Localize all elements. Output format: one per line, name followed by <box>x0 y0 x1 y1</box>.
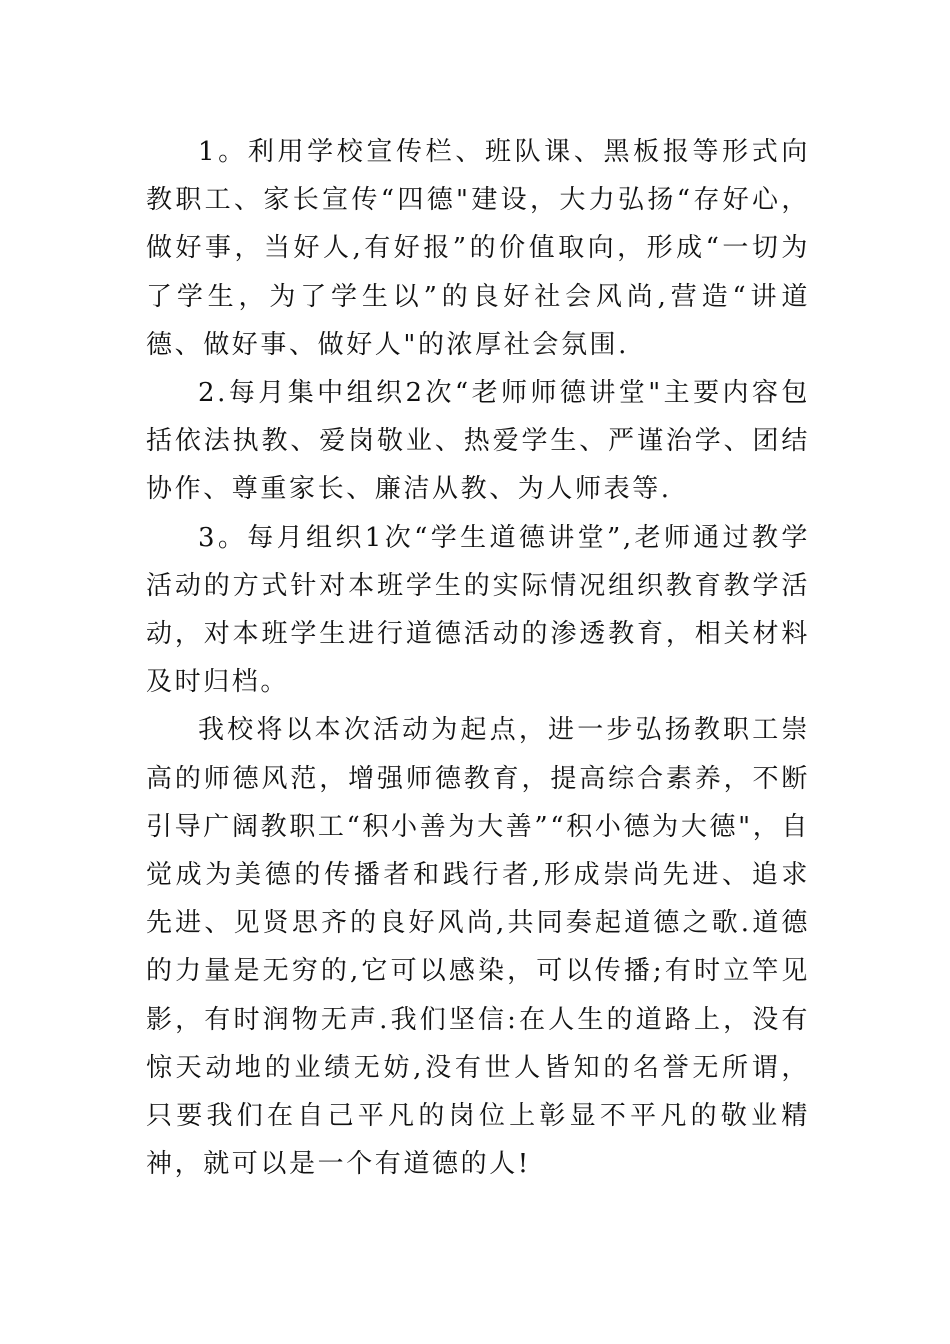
paragraph-item-1: 1。利用学校宣传栏、班队课、黑板报等形式向教职工、家长宣传“四德"建设，大力弘扬“存好心，做好事，当好人,有好报”的价值取向，形成“一切为了学生，为了学生以”的良好社会风尚,营造“讲道德、做好事、做好人"的浓厚社会氛围. <box>146 137 810 360</box>
paragraph-closing: 我校将以本次活动为起点，进一步弘扬教职工崇高的师德风范，增强师德教育，提高综合素养，不断引导广阔教职工“积小善为大善”“积小德为大德"，自觉成为美德的传播者和践行者,形成崇尚先进、追求先进、见贤思齐的良好风尚,共同奏起道德之歌.道德的力量是无穷的,它可以感染，可以传播;有时立竿见影，有时润物无声.我们坚信:在人生的道路上，没有惊天动地的业绩无妨,没有世人皆知的名誉无所谓，只要我们在自己平凡的岗位上彰显不平凡的敬业精神，就可以是一个有道德的人! <box>146 715 810 1180</box>
document-page <box>146 128 810 1188</box>
paragraph-item-2: 2.每月集中组织2次“老师师德讲堂"主要内容包括依法执教、爱岗敬业、热爱学生、严谨治学、团结协作、尊重家长、廉洁从教、为人师表等. <box>146 378 810 505</box>
paragraph-item-3: 3。每月组织1次“学生道德讲堂”,老师通过教学活动的方式针对本班学生的实际情况组织教育教学活动，对本班学生进行道德活动的渗透教育，相关材料及时归档。 <box>146 522 810 698</box>
